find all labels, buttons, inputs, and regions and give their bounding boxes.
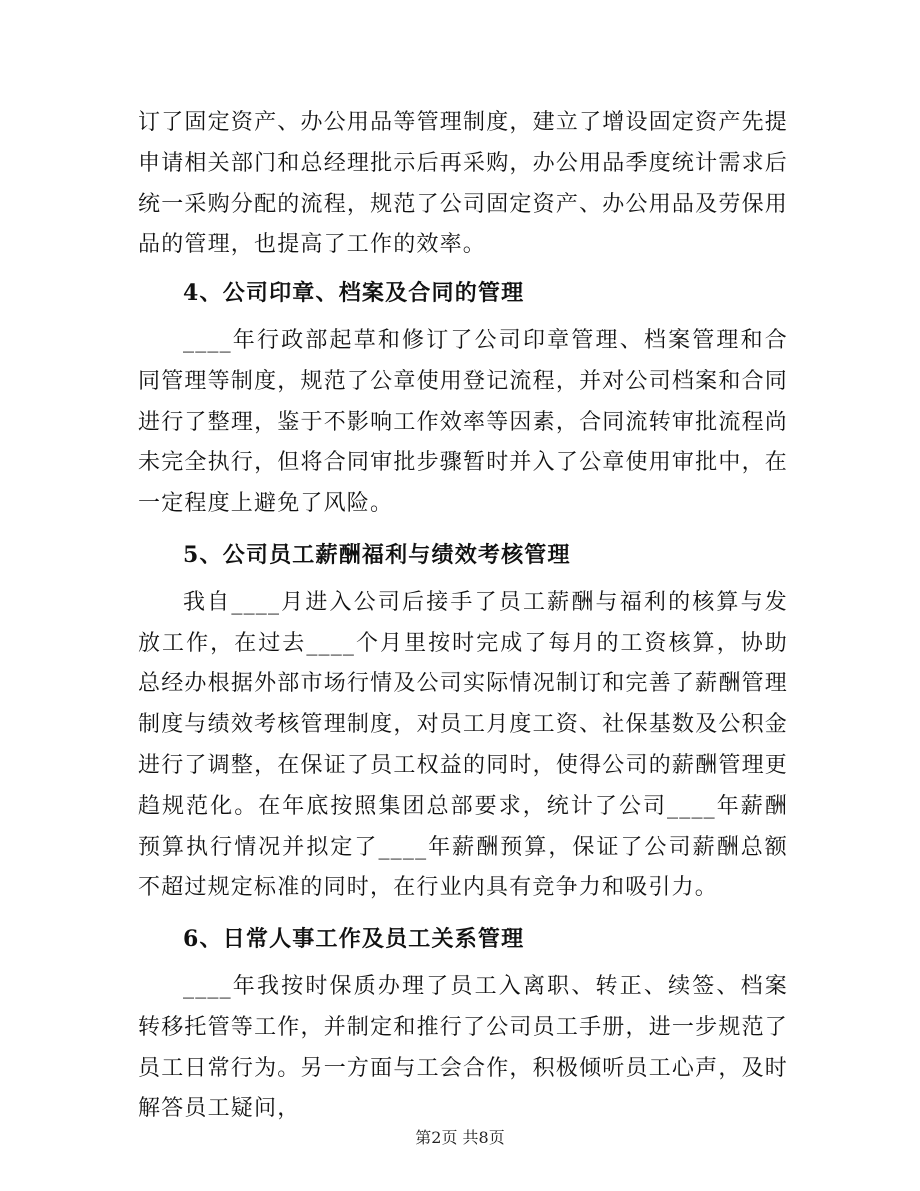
paragraph-intro: 订了固定资产、办公用品等管理制度，建立了增设固定资产先提申请相关部门和总经理批示后再采购，办公用品季度统计需求后统一采购分配的流程，规范了公司固定资产、办公用品及劳保用品的管理，也提高了工作的效率。 <box>138 110 788 258</box>
section-heading-5: 5、公司员工薪酬福利与绩效考核管理 <box>183 541 571 568</box>
paragraph-section-4: ____年行政部起草和修订了公司印章管理、档案管理和合同管理等制度，规范了公章使用登记流程，并对公司档案和合同进行了整理，鉴于不影响工作效率等因素，合同流转审批流程尚未完全执行，但将合同审批步骤暂时并入了公章使用审批中，在一定程度上避免了风险。 <box>138 327 788 517</box>
section-heading-6: 6、日常人事工作及员工关系管理 <box>183 926 525 953</box>
paragraph-section-6: ____年我按时保质办理了员工入离职、转正、续签、档案转移托管等工作，并制定和推行了公司员工手册，进一步规范了员工日常行为。另一方面与工会合作，积极倾听员工心声，及时解答员工疑问， <box>138 973 788 1122</box>
paragraph-section-5: 我自____月进入公司后接手了员工薪酬与福利的核算与发放工作，在过去____个月里按时完成了每月的工资核算，协助总经办根据外部市场行情及公司实际情况制订和完善了薪酬管理制度与绩效考核管理制度，对员工月度工资、社保基数及公积金进行了调整，在保证了员工权益的同时，使得公司的薪酬管理更趋规范化。在年底按照集团总部要求，统计了公司____年薪酬预算执行情况并拟定了____年薪酬预算，保证了公司薪酬总额不超过规定标准的同时，在行业内具有竞争力和吸引力。 <box>138 589 788 901</box>
document-body <box>138 103 788 1130</box>
section-heading-4: 4、公司印章、档案及合同的管理 <box>183 280 525 307</box>
page-number-footer: 第2页 共8页 <box>415 1128 505 1147</box>
